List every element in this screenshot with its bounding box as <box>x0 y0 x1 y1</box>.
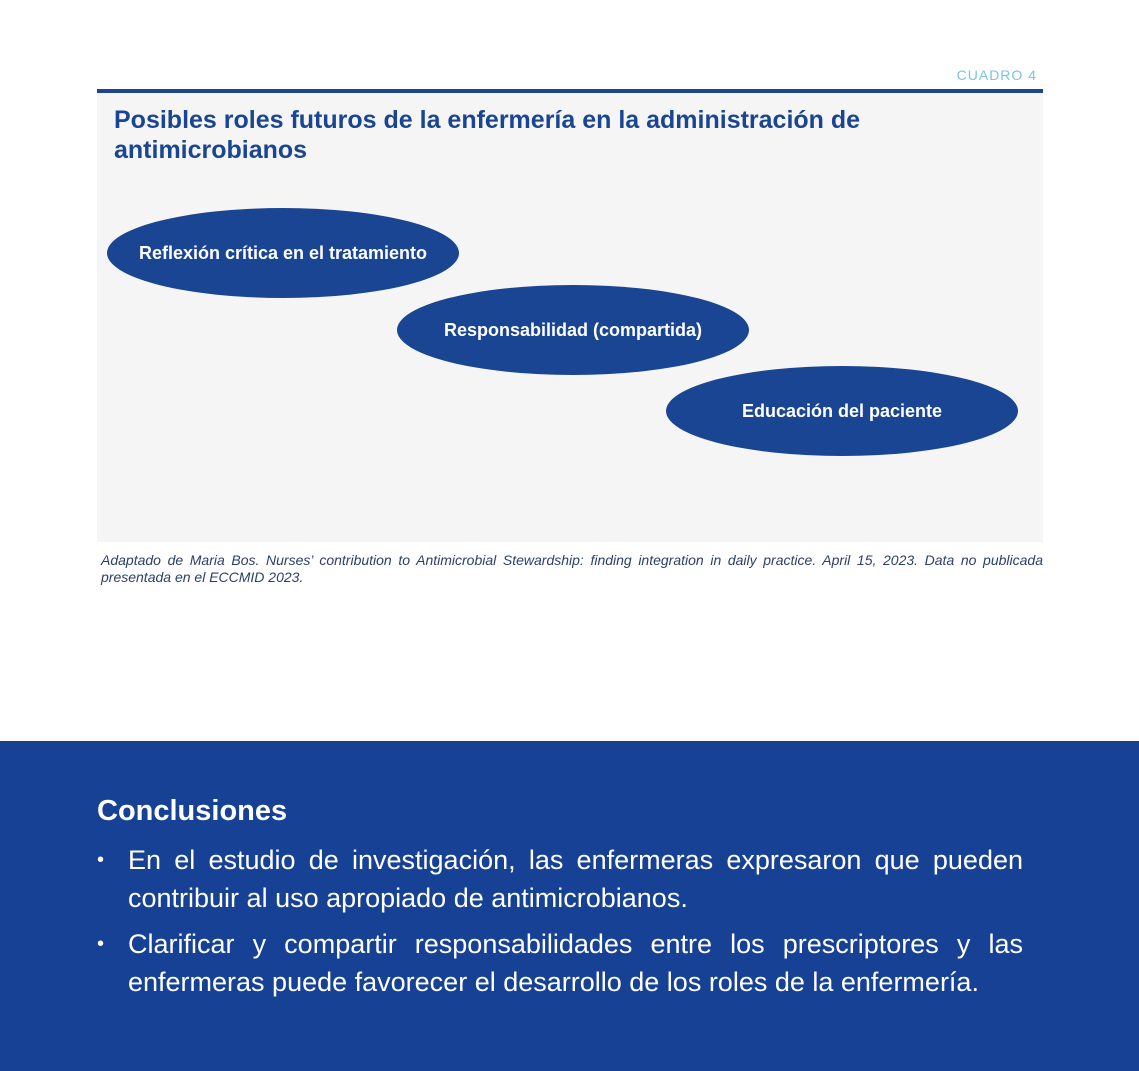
roles-box <box>97 93 1043 542</box>
conclusion-text: En el estudio de investigación, las enfermeras expresaron que pueden contribuir al uso apropiado de antimicrobianos. <box>128 845 1023 913</box>
conclusions-list <box>97 841 1023 1009</box>
source-note: Adaptado de Maria Bos. Nurses’ contribution to Antimicrobial Stewardship: finding integration in daily practice. April 15, 2023. Data no publicada presentada en el ECCMID 2023. <box>101 552 1043 585</box>
role-label: Educación del paciente <box>741 400 943 421</box>
bullet-icon: • <box>97 933 105 955</box>
conclusions-band <box>0 741 1139 1071</box>
list-item <box>97 925 1023 1001</box>
role-label: Reflexión crítica en el tratamiento <box>138 242 428 263</box>
conclusion-text: Clarificar y compartir responsabilidades entre los prescriptores y las enfermeras puede favorecer el desarrollo de los roles de la enfermería. <box>128 929 1023 997</box>
conclusions-title: Conclusiones <box>97 795 288 827</box>
role-oval-patient-education <box>666 366 1018 456</box>
role-label: Responsabilidad (compartida) <box>443 319 703 340</box>
box-title: Posibles roles futuros de la enfermería en la administración de antimicrobianos <box>114 106 861 164</box>
box-label: CUADRO 4 <box>956 67 1037 83</box>
role-oval-critical-reflection <box>107 208 459 298</box>
role-oval-shared-responsibility <box>397 285 749 375</box>
list-item <box>97 841 1023 917</box>
bullet-icon: • <box>97 849 105 871</box>
